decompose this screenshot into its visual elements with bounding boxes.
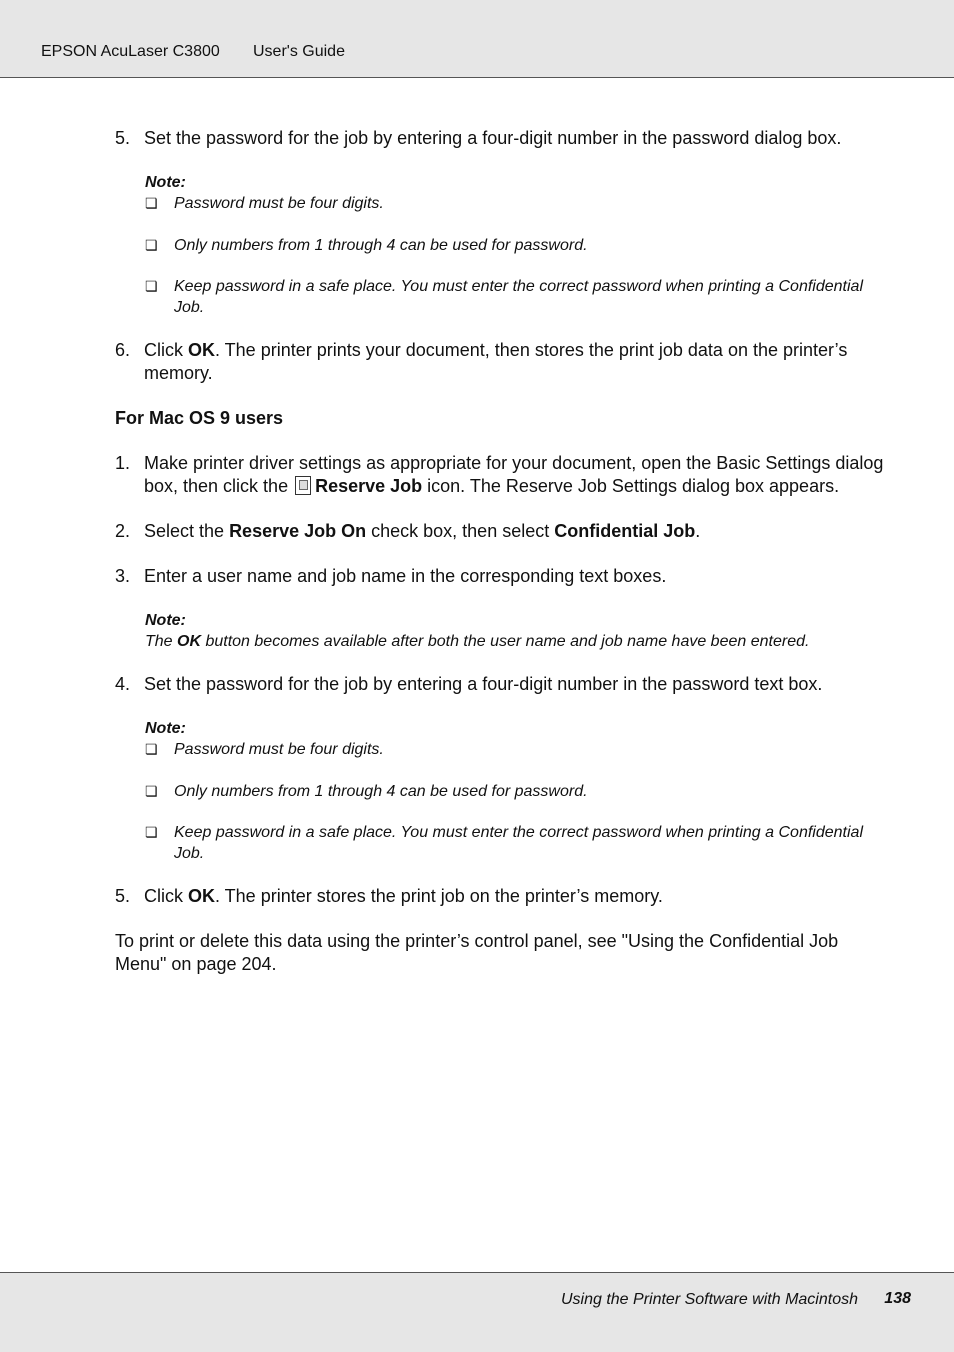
page-footer: [0, 1272, 954, 1352]
note-bullet: ❏ Password must be four digits.: [145, 195, 384, 212]
section-title: Using the Printer Software with Macintosh: [560, 1291, 858, 1308]
note-bullet: ❏ Password must be four digits.: [145, 741, 384, 758]
checkbox-bullet-icon: ❏: [145, 741, 158, 757]
page-content: [115, 127, 885, 976]
checkbox-bullet-icon: ❏: [145, 783, 158, 799]
note-title: Note:: [145, 720, 186, 737]
closing-paragraph: To print or delete this data using the printer’s control panel, see "Using the Confidential Job Menu" on page 204.: [115, 931, 839, 974]
page-header: [0, 0, 954, 78]
guide-name: User's Guide: [253, 43, 345, 60]
note-password: [145, 172, 885, 318]
step-3-enter-names: 3. Enter a user name and job name in the corresponding text boxes.: [115, 566, 667, 586]
mac-os9-heading: For Mac OS 9 users: [115, 408, 284, 428]
note-bullet: ❏ Only numbers from 1 through 4 can be used for password.: [145, 783, 588, 800]
step-1-open-settings: 1. Make printer driver settings as appropriate for your document, open the Basic Settings dialog box, then click the Reserve Job icon. The Reserve Job Settings dialog box appears.: [115, 453, 884, 496]
note-text: The OK button becomes available after both the user name and job name have been entered.: [145, 633, 810, 650]
page-number: 138: [884, 1290, 911, 1307]
reserve-job-icon: [295, 476, 311, 495]
note-title: Note:: [145, 174, 186, 191]
note-password: [145, 718, 885, 864]
checkbox-bullet-icon: ❏: [145, 237, 158, 253]
note-ok-button: [145, 610, 885, 652]
note-title: Note:: [145, 612, 186, 629]
note-bullet: ❏ Keep password in a safe place. You must enter the correct password when printing a Confidential Job.: [145, 278, 863, 316]
note-bullet: ❏ Only numbers from 1 through 4 can be used for password.: [145, 237, 588, 254]
product-name: EPSON AcuLaser C3800: [41, 43, 220, 60]
step-2-select-options: 2. Select the Reserve Job On check box, then select Confidential Job.: [115, 521, 701, 541]
checkbox-bullet-icon: ❏: [145, 195, 158, 211]
checkbox-bullet-icon: ❏: [145, 278, 158, 294]
step-6-click-ok: 6. Click OK. The printer prints your document, then stores the print job data on the printer’s memory.: [115, 340, 848, 383]
step-4-set-password: 4. Set the password for the job by entering a four-digit number in the password text box.: [115, 674, 823, 694]
step-5-set-password: 5. Set the password for the job by entering a four-digit number in the password dialog box.: [115, 128, 842, 148]
step-5-click-ok: 5. Click OK. The printer stores the print job on the printer’s memory.: [115, 886, 663, 906]
note-bullet: ❏ Keep password in a safe place. You must enter the correct password when printing a Confidential Job.: [145, 824, 863, 862]
checkbox-bullet-icon: ❏: [145, 824, 158, 840]
